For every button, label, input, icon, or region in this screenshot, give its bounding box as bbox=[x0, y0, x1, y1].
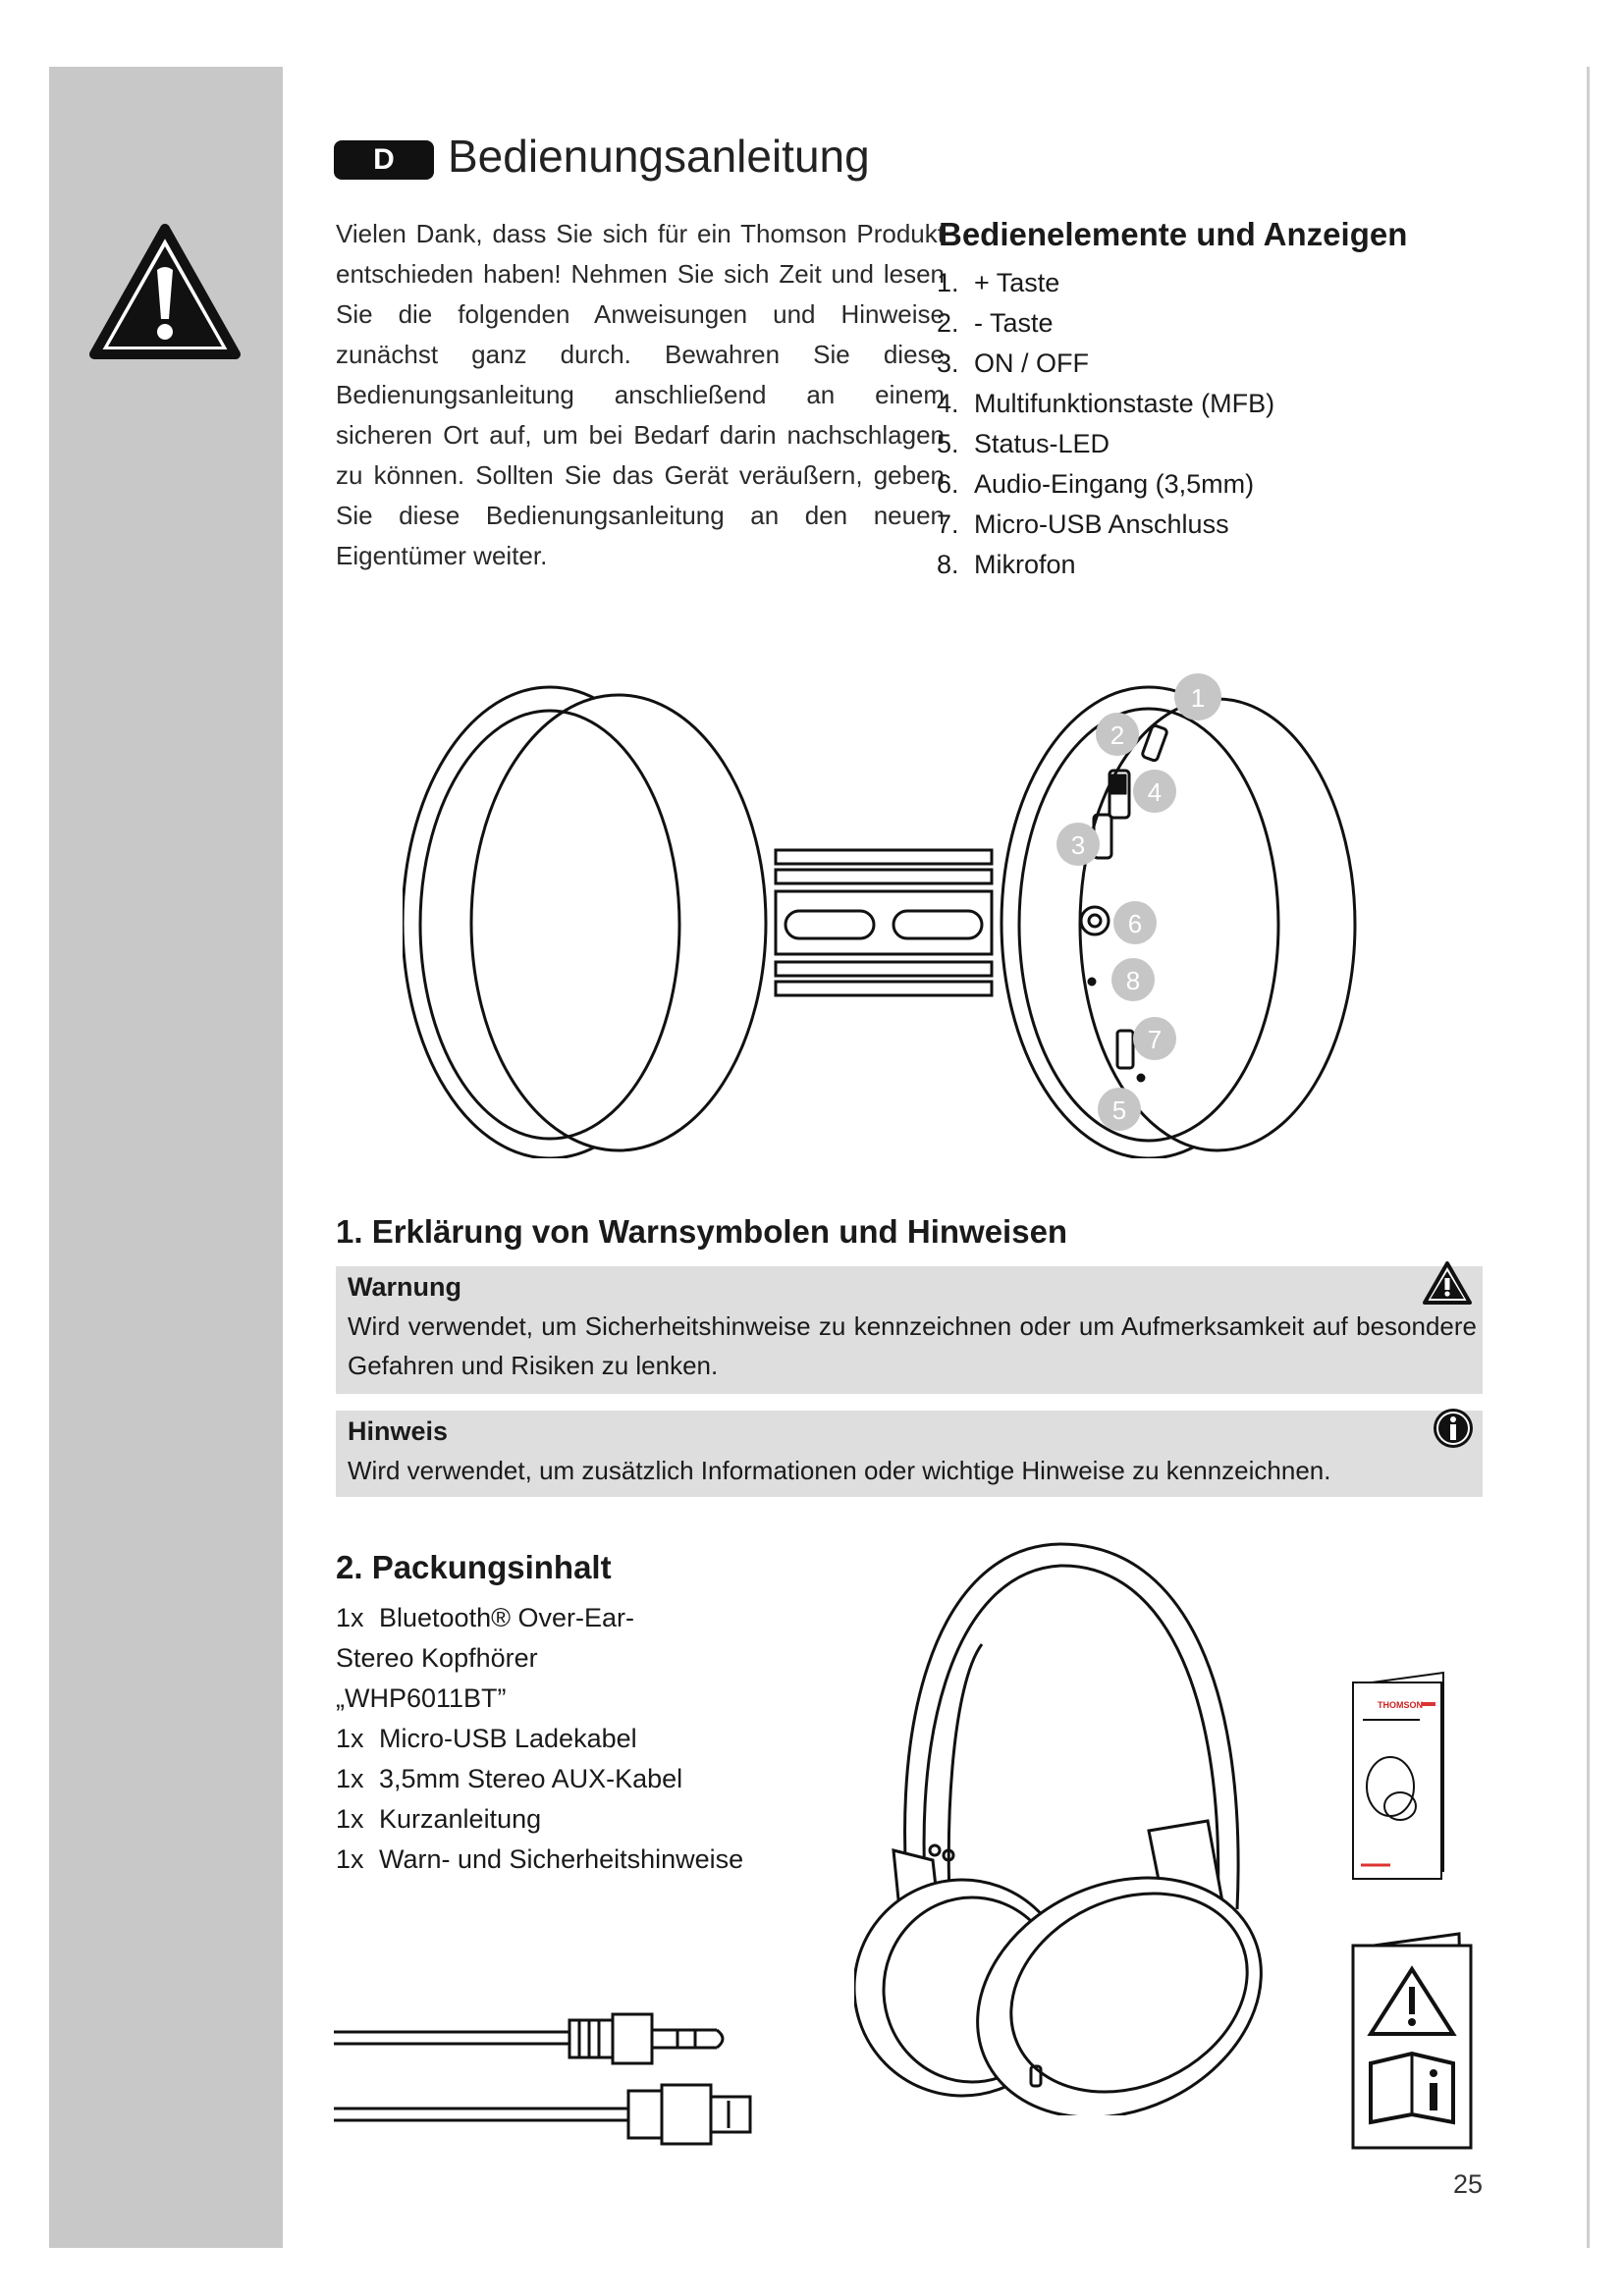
item-label: Micro-USB Anschluss bbox=[974, 509, 1229, 539]
item-qty: 1x bbox=[336, 1724, 364, 1753]
item-label: - Taste bbox=[974, 308, 1054, 338]
item-label: + Taste bbox=[974, 268, 1060, 297]
warning-box bbox=[336, 1266, 1483, 1394]
item-qty: 1x bbox=[336, 1603, 364, 1632]
item-number: 7. bbox=[937, 509, 959, 539]
note-text: Wird verwendet, um zusätzlich Informationen oder wichtige Hinweise zu kennzeichnen. bbox=[348, 1456, 1331, 1485]
list-item bbox=[336, 1719, 743, 1759]
warning-triangle-icon bbox=[86, 221, 244, 363]
list-item bbox=[937, 263, 1274, 303]
list-item bbox=[937, 424, 1274, 464]
warning-small-icon bbox=[1422, 1260, 1473, 1306]
item-number: 2. bbox=[937, 308, 959, 338]
item-number: 6. bbox=[937, 469, 959, 499]
item-label: Audio-Eingang (3,5mm) bbox=[974, 469, 1255, 499]
item-label: 3,5mm Stereo AUX-Kabel bbox=[379, 1764, 683, 1793]
item-qty: 1x bbox=[336, 1844, 364, 1874]
marker-6: 6 bbox=[1127, 909, 1143, 938]
intro-paragraph: Vielen Dank, dass Sie sich für ein Thomson Produkt entschieden haben! Nehmen Sie sich Zeit und lesen Sie die folgenden Anweisungen und Hinweise zunächst ganz durch. Bewahren Sie diese Bedienungsanleitung anschließend an einem sicheren Ort auf, um bei Bedarf darin nachschlagen zu können. Sollten Sie das Gerät veräußern, geben Sie diese Bedienungsanleitung an den neuen Eigentümer weiter. bbox=[336, 219, 945, 570]
item-label: Micro-USB Ladekabel bbox=[379, 1724, 637, 1753]
page-sidebar bbox=[49, 67, 283, 2248]
language-badge: D bbox=[334, 140, 434, 180]
safety-booklet-illustration bbox=[1351, 1926, 1479, 2152]
list-item bbox=[937, 303, 1274, 344]
marker-8: 8 bbox=[1125, 966, 1141, 995]
page-number: 25 bbox=[1453, 2169, 1484, 2199]
list-item bbox=[336, 1598, 689, 1719]
list-item bbox=[336, 1759, 743, 1799]
note-heading: Hinweis bbox=[348, 1416, 449, 1446]
item-number: 4. bbox=[937, 389, 959, 418]
item-number: 5. bbox=[937, 429, 959, 458]
item-qty: 1x bbox=[336, 1764, 364, 1793]
list-item bbox=[937, 505, 1274, 545]
list-item bbox=[336, 1799, 743, 1840]
marker-4: 4 bbox=[1147, 777, 1163, 807]
item-label: Warn- und Sicherheitshinweise bbox=[379, 1844, 744, 1874]
item-number: 3. bbox=[937, 348, 959, 378]
item-label: ON / OFF bbox=[974, 348, 1089, 378]
marker-2: 2 bbox=[1110, 721, 1125, 750]
package-contents-list bbox=[336, 1598, 743, 1880]
list-item bbox=[937, 545, 1274, 585]
marker-1: 1 bbox=[1190, 683, 1206, 713]
list-item bbox=[336, 1840, 743, 1880]
warning-heading: Warnung bbox=[348, 1272, 461, 1302]
section-1-heading: 1. Erklärung von Warnsymbolen und Hinweisen bbox=[336, 1213, 1068, 1250]
controls-list bbox=[937, 263, 1274, 585]
cables-illustration bbox=[334, 2002, 776, 2169]
item-label: Kurzanleitung bbox=[379, 1804, 542, 1834]
section-2-heading: 2. Packungsinhalt bbox=[336, 1549, 612, 1585]
controls-heading: Bedienelemente und Anzeigen bbox=[939, 216, 1408, 252]
item-label: Status-LED bbox=[974, 429, 1110, 458]
list-item bbox=[937, 344, 1274, 384]
booklet-brand: THOMSON bbox=[1378, 1700, 1423, 1710]
item-label: Multifunktionstaste (MFB) bbox=[974, 389, 1275, 418]
marker-3: 3 bbox=[1070, 830, 1086, 860]
item-label: Bluetooth® Over-Ear-Stereo Kopfhörer „WHP6011BT” bbox=[336, 1603, 634, 1713]
info-icon bbox=[1432, 1407, 1475, 1450]
warning-text: Wird verwendet, um Sicherheitshinweise zu kennzeichnen oder um Aufmerksamkeit auf besondere Gefahren und Risiken zu lenken. bbox=[348, 1311, 1477, 1380]
headphones-front-diagram bbox=[403, 667, 1365, 1158]
list-item bbox=[937, 464, 1274, 505]
item-qty: 1x bbox=[336, 1804, 364, 1834]
page-title: Bedienungsanleitung bbox=[448, 131, 870, 182]
item-number: 8. bbox=[937, 550, 959, 579]
item-number: 1. bbox=[937, 268, 959, 297]
page-edge-line bbox=[1587, 67, 1590, 2248]
headphones-side-illustration bbox=[854, 1536, 1276, 2115]
quick-guide-booklet-illustration bbox=[1351, 1669, 1449, 1885]
item-label: Mikrofon bbox=[974, 550, 1076, 579]
list-item bbox=[937, 384, 1274, 424]
marker-5: 5 bbox=[1111, 1095, 1127, 1125]
note-box bbox=[336, 1411, 1483, 1497]
marker-7: 7 bbox=[1147, 1025, 1163, 1054]
